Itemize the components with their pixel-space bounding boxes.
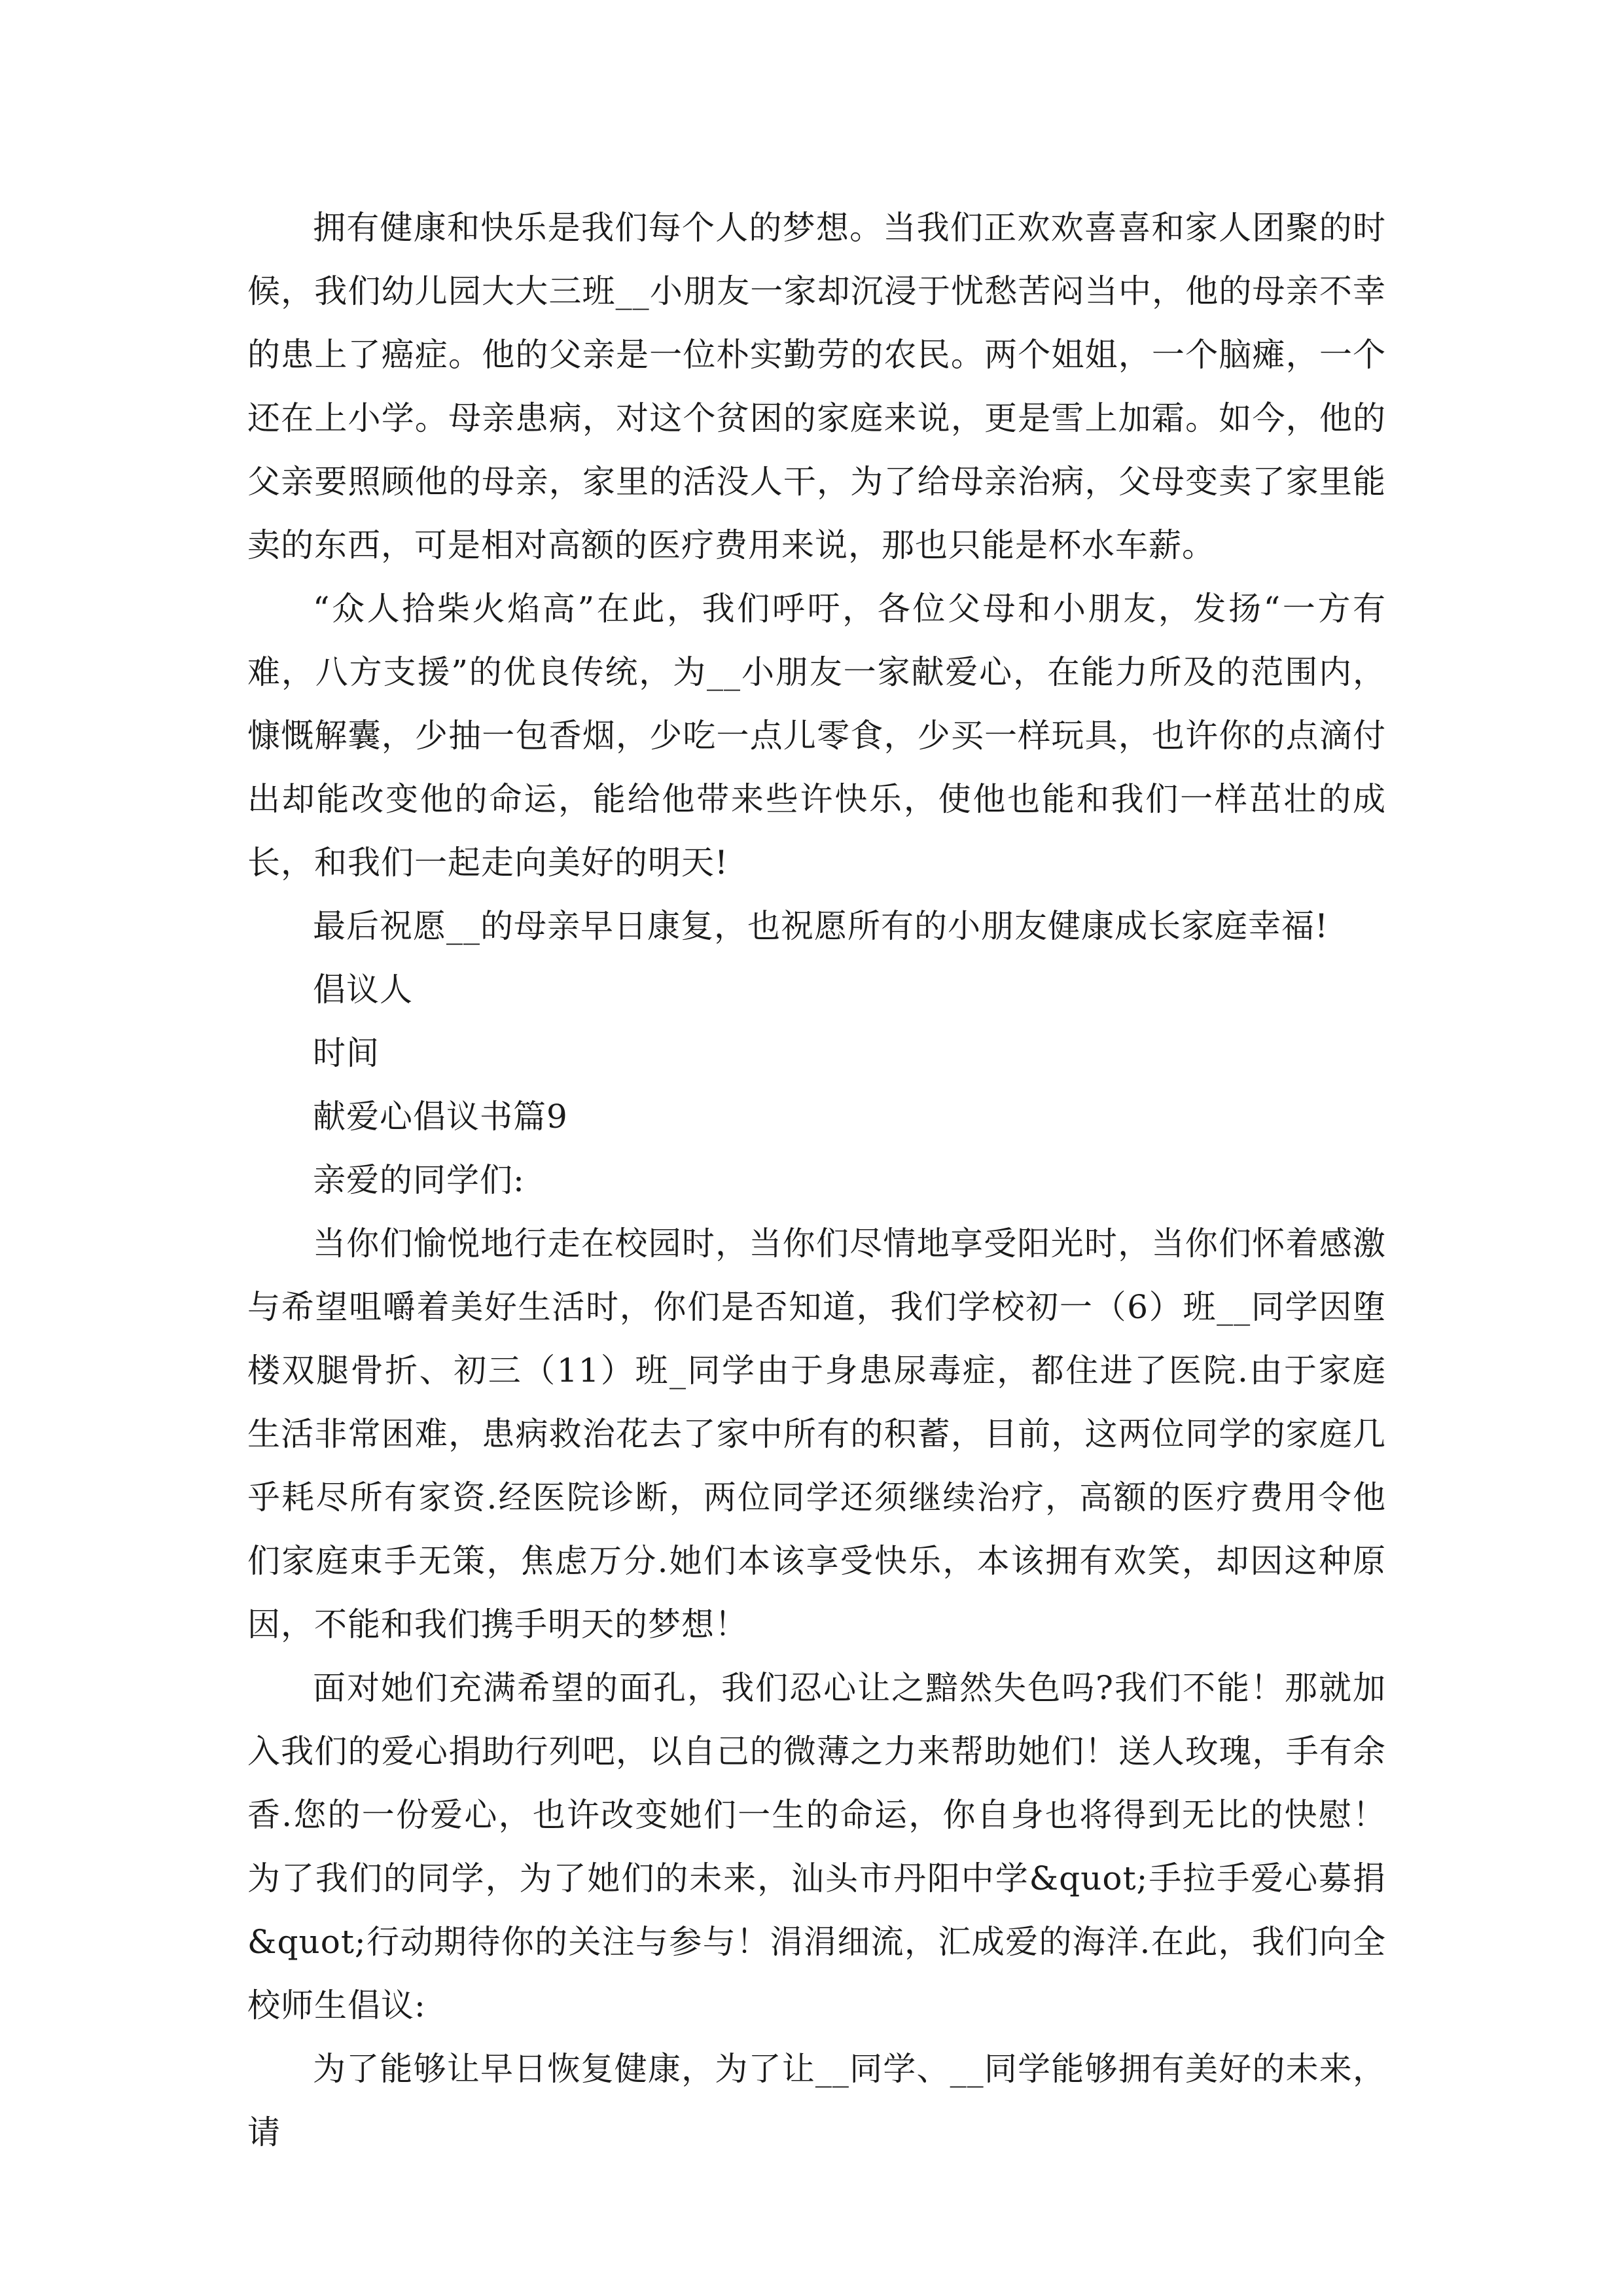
paragraph-appeal-intro: 拥有健康和快乐是我们每个人的梦想。当我们正欢欢喜喜和家人团聚的时候，我们幼儿园大大三班__小朋友一家却沉浸于忧愁苦闷当中，他的母亲不幸的患上了癌症。他的父亲是一位朴实勤劳的农民。两个姐姐，一个脑瘫，一个还在上小学。母亲患病，对这个贫困的家庭来说，更是雪上加霜。如今，他的父亲要照顾他的母亲，家里的活没人干，为了给母亲治病，父母变卖了家里能卖的东西，可是相对高额的医疗费用来说，那也只能是杯水车薪。 (247, 209, 1386, 564)
paragraph-closing-wish: 最后祝愿__的母亲早日康复，也祝愿所有的小朋友健康成长家庭幸福! (313, 907, 1329, 945)
document-body (247, 196, 1386, 2164)
paragraph-situation: 当你们愉悦地行走在校园时，当你们尽情地享受阳光时，当你们怀着感激与希望咀嚼着美好生活时，你们是否知道，我们学校初一（6）班__同学因堕楼双腿骨折、初三（11）班_同学由于身患尿毒症，都住进了医院.由于家庭生活非常困难，患病救治花去了家中所有的积蓄，目前，这两位同学的家庭几乎耗尽所有家资.经医院诊断，两位同学还须继续治疗，高额的医疗费用令他们家庭束手无策，焦虑万分.她们本该享受快乐，本该拥有欢笑，却因这种原因，不能和我们携手明天的梦想！ (247, 1225, 1386, 1643)
date-label: 时间 (313, 1034, 380, 1072)
section-title: 献爱心倡议书篇9 (313, 1098, 568, 1136)
salutation: 亲爱的同学们: (313, 1161, 525, 1199)
initiator-label: 倡议人 (313, 971, 413, 1009)
paragraph-donation-appeal: 面对她们充满希望的面孔，我们忍心让之黯然失色吗?我们不能！那就加入我们的爱心捐助行列吧，以自己的微薄之力来帮助她们！送人玫瑰，手有余香.您的一份爱心，也许改变她们一生的命运，你自身也将得到无比的快慰！为了我们的同学，为了她们的未来，汕头市丹阳中学&quot;手拉手爱心募捐&quot;行动期待你的关注与参与！涓涓细流，汇成爱的海洋.在此，我们向全校师生倡议: (247, 1669, 1386, 2024)
paragraph-proposal-start: 为了能够让早日恢复健康，为了让__同学、__同学能够拥有美好的未来，请 (247, 2050, 1386, 2151)
paragraph-call-to-action: “众人拾柴火焰高”在此，我们呼吁，各位父母和小朋友，发扬“一方有难，八方支援”的优良传统，为__小朋友一家献爱心，在能力所及的范围内，慷慨解囊，少抽一包香烟，少吃一点儿零食，少买一样玩具，也许你的点滴付出却能改变他的命运，能给他带来些许快乐，使他也能和我们一样茁壮的成长，和我们一起走向美好的明天! (247, 590, 1386, 882)
